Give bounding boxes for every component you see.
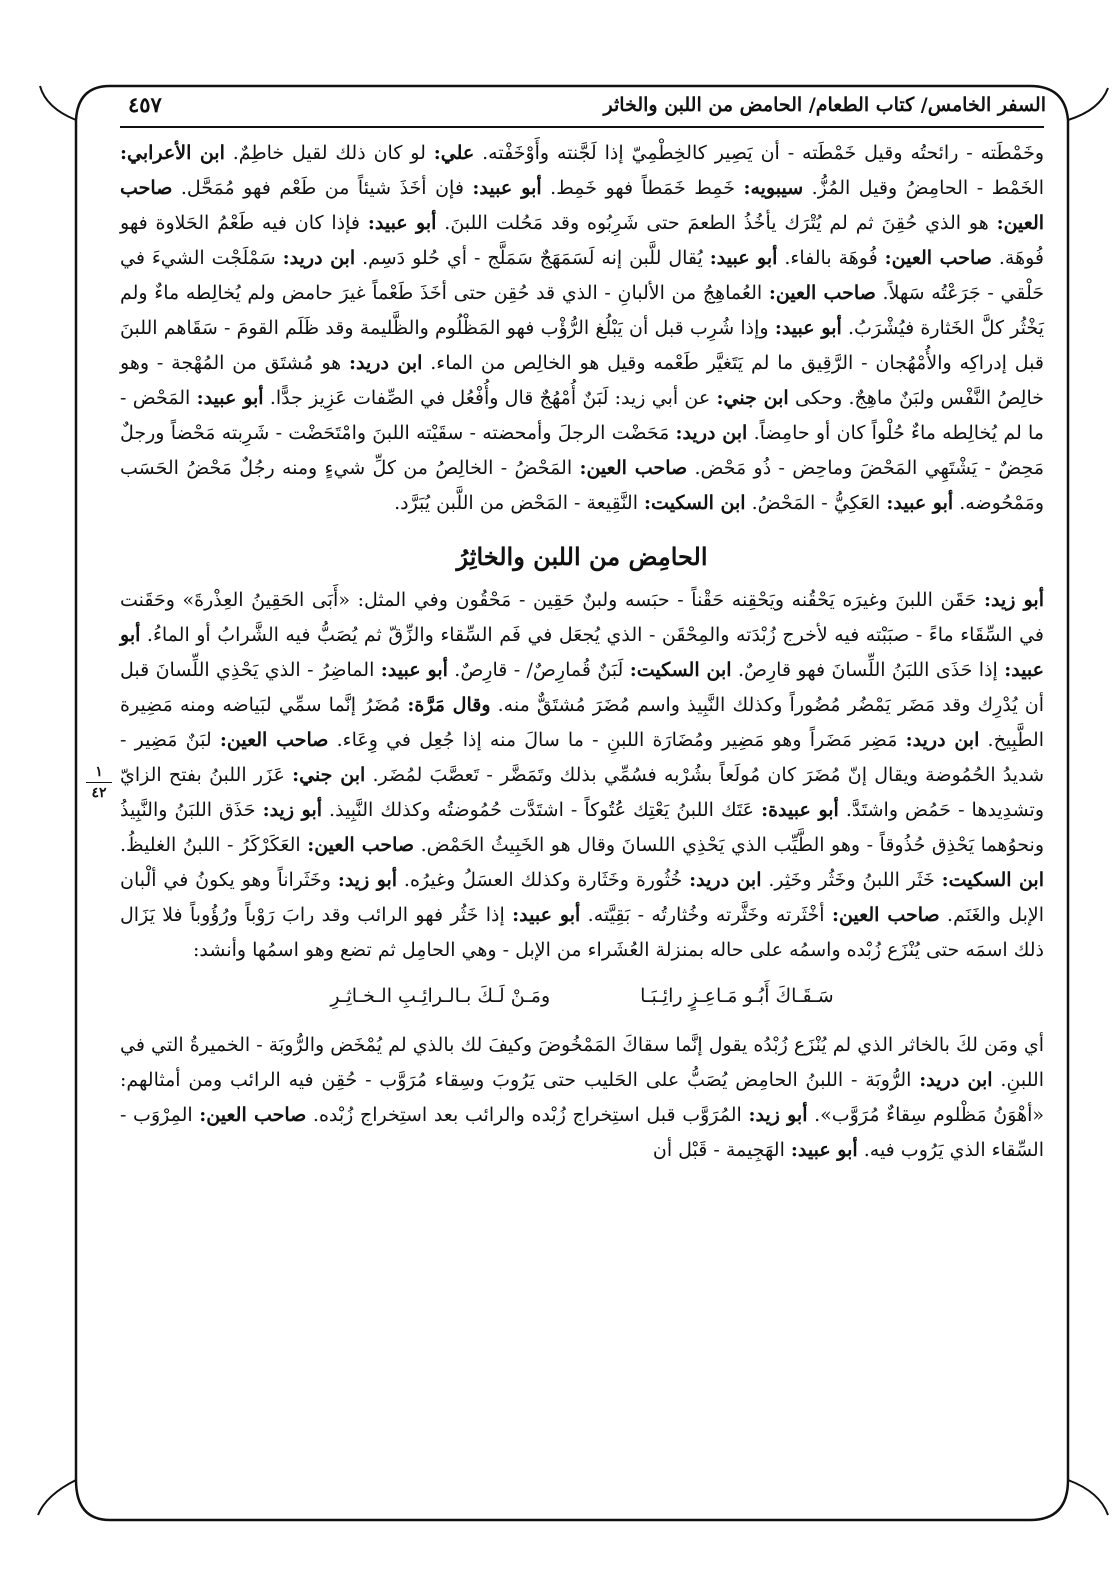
final-paragraph xyxy=(120,1028,1044,1168)
text-run: فُوهَة بالفاء. xyxy=(777,247,885,269)
text-run: هو مُشتَق من المُهْجة - وهو خالِصُ النَّفْس ولبَنٌ ماهِجٌ. وحكى xyxy=(120,352,1045,409)
source-attribution: أبو عبيد: xyxy=(774,317,842,339)
section-paragraph xyxy=(120,583,1044,968)
source-attribution: ابن دريد: xyxy=(349,352,423,374)
intro-paragraph xyxy=(120,136,1044,521)
source-attribution: ابن دريد: xyxy=(905,729,980,751)
text-run: مَحَضْت الرجلَ وأمحضته - سقَيْته اللبنَ وامْتَحَضْت - شَرِبته مَحْضاً ورجلٌ مَحِضٌ - يَشْتَهِي المَحْضَ وماحِض - ذُو مَحْض. xyxy=(120,422,1044,479)
text-run: الخَمْط - الحامِضُ وقيل المُزُّ. xyxy=(803,177,1044,199)
source-attribution: ابن الأعرابي: xyxy=(120,142,225,164)
source-attribution: أبو عبيد: xyxy=(120,624,1044,681)
source-attribution: أبو زيد: xyxy=(748,1104,808,1126)
source-attribution: أبو عبيد: xyxy=(709,247,778,269)
text-run: العَكَرْكَرُ - اللبنُ الغليظُ. xyxy=(120,834,308,856)
text-run: النَّقِيعة - المَحْض من اللَّبن يُبَرَّد. xyxy=(394,492,645,514)
text-run: يُقال للَّبن إنه لَسَمَهَجٌ سَمَلَّج - أي حُلو دَسِم. xyxy=(355,247,710,269)
header-rule xyxy=(120,126,1044,128)
text-run: وإذا شُرِب قبل أن يَبْلُغ الرُّؤْب فهو المَظْلُوم والظَّليمة وقد ظَلَم القومَ - سَقَاهم اللبنَ قبل إدراكِه والأُمْهُجان - الرَّقِيق ما لم يَتَغيَّر طَعْمه وقيل هو الخالِص من الماء. xyxy=(120,317,1044,374)
source-attribution: ابن السكيت: xyxy=(629,659,732,681)
text-run: الماضِرُ - الذي يَحْذِي اللِّسانَ قبل أن يُدْرِك وقد مَضَر يَمْضُر مُضُوراً وكذلك النَّبِيذ واسم مُضَرَ مُشتَقٌّ منه. xyxy=(120,659,1044,716)
text-run: أخْثَرته وخَثَّرته وخُثارتُه - بَقِيَّته. xyxy=(580,904,832,926)
text-run: فإذا كان فيه طَعْمُ الحَلاوة فهو فُوهَة. xyxy=(120,212,1045,269)
text-run: خَثَر اللبنُ وخَثُر وخَثِر. xyxy=(761,869,942,891)
source-attribution: أبو عبيد: xyxy=(512,904,581,926)
source-attribution: سيبويه: xyxy=(743,177,804,199)
verse-first-hemistich: سَـقَـاكَ أَبُـو مَـاعِـزٍ رائِـبَـا xyxy=(640,985,834,1007)
source-attribution: أبو عبيد: xyxy=(367,212,437,234)
source-attribution: ابن دريد: xyxy=(689,869,762,891)
text-run: هو الذي حُقِنَ ثم لم يُتْرَك يأخُذُ الطعمَ حتى شَرِبُوه وقد مَحُلت اللبنَ. xyxy=(436,212,997,234)
verse-second-hemistich: ومَـنْ لَـكَ بـالـرائِـبِ الـخـاثِـرِ xyxy=(330,985,551,1007)
text-run: أي ومَن لكَ بالخاثر الذي لم يُنْزَع زُبْدُه يقول إنَّما سقاكَ المَمْخُوضَ وكيفَ لك بالذي لم يُمْخَض والرُّوبَة - الخميرةُ التي في اللبنِ. xyxy=(120,1034,1045,1091)
source-attribution: صاحب العين: xyxy=(768,282,876,304)
margin-folio-top: ١ xyxy=(95,764,103,780)
margin-folio-bottom: ٤٢ xyxy=(91,785,107,801)
text-run: لو كان ذلك لقيل خاطِمٌ. xyxy=(224,142,434,164)
text-run: عَتَك اللبنُ يَعْتِك عُتُوكاً - اشتَدَّت حُمُوضتُه وكذلك النَّبِيذ. xyxy=(322,799,762,821)
text-run: العُماهِجُ من الألبانِ - الذي قد حُقِن حتى أخَذَ طَعْماً غيرَ حامض ولم يُخالِطه ماءٌ ولم يَخْثُر كلَّ الخَثارة فيُشْرَبُ. xyxy=(120,282,1044,339)
source-attribution: أبو زيد: xyxy=(337,869,398,891)
section-title: الحامِض من اللبن والخاثِرُ xyxy=(456,542,708,571)
text-run: خَمِط خَمَطاً فهو خَمِط. xyxy=(541,177,744,199)
text-run: الهَجِيمة - قَبْل أن xyxy=(652,1139,791,1161)
text-run: خُثُورة وخَثَارة وكذلك العسَلُ وغيرُه. xyxy=(397,869,690,891)
source-attribution: صاحب العين: xyxy=(831,904,940,926)
source-attribution: أبو عبيد: xyxy=(380,659,448,681)
text-run: المِرْوَب - السِّقاء الذي يَرُوب فيه. xyxy=(120,1104,1044,1161)
running-title: السفر الخامس/ كتاب الطعام/ الحامض من اللبن والخاثر xyxy=(603,94,1046,116)
text-run: المَحْض - ما لم يُخالِطه ماءٌ حُلْواً كان أو حامِضاً. xyxy=(120,387,1044,444)
source-attribution: صاحب العين: xyxy=(307,834,415,856)
text-run: وخَثَراناً وهو يكونُ في ألْبان الإبل والغَنَم. xyxy=(120,869,1045,926)
text-run: فإن أخَذَ شيئاً من طَعْم فهو مُمَحَّل. xyxy=(172,177,473,199)
source-attribution: صاحب العين: xyxy=(884,247,992,269)
source-attribution: أبو عبيدة: xyxy=(761,799,839,821)
text-run: المُرَوَّب قبل استِخراج زُبْده والرائب بعد استِخراج زُبْده. xyxy=(306,1104,749,1126)
source-attribution: صاحب العين: xyxy=(579,457,688,479)
text-run: مَضِر مَضَراً وهو مَضِير ومُضَارَة اللبنِ - ما سالَ منه إذا جُعِل في وِعَاء. xyxy=(328,729,906,751)
margin-folio-note xyxy=(82,764,116,801)
source-attribution: ابن جني: xyxy=(292,764,366,786)
source-attribution: ابن السكيت: xyxy=(941,869,1045,891)
text-run: مُضَرُ إنَّما سمِّي لبَياضه ومنه مَضِيرة الطَّبِيخ. xyxy=(120,694,1044,751)
source-attribution: أبو عبيد: xyxy=(886,492,954,514)
source-attribution: وقال مَرَّة: xyxy=(407,694,491,716)
source-attribution: ابن السكيت: xyxy=(644,492,746,514)
text-run: العَكِيُّ - المَحْضُ. xyxy=(745,492,887,514)
source-attribution: أبو عبيد: xyxy=(790,1139,858,1161)
source-attribution: أبو عبيد: xyxy=(196,387,264,409)
text-run: حَذَق اللبَنُ والنَّبِيذُ ونحوُهما يَحْذِق حُذُوقاً - وهو الطَّيِّب الذي يَحْذِي اللسانَ وقال هو الخَبِيثُ الحَمْض. xyxy=(120,799,1044,856)
text-run: وخَمْطَته - رائحتُه وقيل خَمْطَته - أن يَصِير كالخِطْمِيّ إذا لَجَّنته وأَوْخَفْته. xyxy=(474,142,1044,164)
text-run: إذا خَثُر فهو الرائب وقد رابَ رَوْباً ورُؤُوباً فلا يَزَال ذلك اسمَه حتى يُنْزَع زُبْده واسمُه على حاله بمنزلة العُشَراء من الإبل - وهي الحامِل ثم تضع وهو اسمُها وأنشد: xyxy=(120,904,1044,961)
page-header xyxy=(120,88,1046,128)
source-attribution: ابن دريد: xyxy=(282,247,356,269)
source-attribution: ابن دريد: xyxy=(675,422,748,444)
source-attribution: علي: xyxy=(433,142,475,164)
text-run: إذا حَذَى اللبَنُ اللِّسانَ فهو قارِصٌ. xyxy=(731,659,1005,681)
text-run: الرُّوبَة - اللبنُ الحامِض يُصَبُّ على الحَليب حتى يَرُوبَ وسِقاء مُرَوَّب - حُقِن فيه الرائب ومن أمثالهم: «أهْوَنُ مَظْلوم سِقاءٌ مُرَوَّب». xyxy=(120,1069,1045,1126)
margin-folio-divider xyxy=(86,782,112,783)
source-attribution: ابن جني: xyxy=(716,387,789,409)
text-run: لبَنٌ مَضِير - شديدُ الحُمُوضة ويقال إنّ مُضَرَ كان مُولَعاً بشُرْبه فسُمِّي بذلك وتَمَضَّر - تَعصَّبَ لمُضَر. xyxy=(120,729,1044,786)
text-run: لَبَنٌ قُمارِصٌ/ - قارِصٌ. xyxy=(447,659,630,681)
source-attribution: صاحب العين: xyxy=(199,1104,307,1126)
source-attribution: صاحب العين: xyxy=(120,177,1045,234)
text-run: عن أبي زيد: لَبَنٌ أُمْهُجٌ قال وأُفْعُل في الصِّفات عَزِيز جدًّا. xyxy=(263,387,717,409)
page-body xyxy=(120,136,1044,1168)
source-attribution: ابن دريد: xyxy=(919,1069,993,1091)
poetry-verse xyxy=(120,978,1044,1014)
page-number: ٤٥٧ xyxy=(128,92,162,117)
source-attribution: أبو زيد: xyxy=(983,589,1044,611)
text-run: سَمْلَجْت الشيءَ في حَلْقي - جَرَعْتُه سَهلاً. xyxy=(120,247,1044,304)
source-attribution: أبو زيد: xyxy=(262,799,323,821)
source-attribution: صاحب العين: xyxy=(219,729,329,751)
text-run: المَحْضُ - الخالِصُ من كلِّ شيءٍ ومنه رجُلٌ مَحْضُ الحَسَب ومَمْحُوضه. xyxy=(120,457,1044,514)
text-run: حَقَن اللبنَ وغيرَه يَحْقُنه ويَحْقِنه حَقْناً - حبَسه ولبنٌ حَقِين - مَحْقُون وفي المثل: «أَبَى الحَقِينُ العِذْرةَ» وحَقَنت في السِّقَاء ماءً - صبَبْته فيه لأخرج زُبْدَته والمِحْقَن - الذي يُجعَل في فَم السِّقاء والزِّقّ ثم يُصَبُّ فيه الشَّرابُ أو الماءُ. xyxy=(120,589,1044,646)
text-run: عَزَر اللبنُ بفتح الزايّ وتشدِيدها - حَمُض واشتَدَّ. xyxy=(120,764,1044,821)
source-attribution: أبو عبيد: xyxy=(472,177,542,199)
